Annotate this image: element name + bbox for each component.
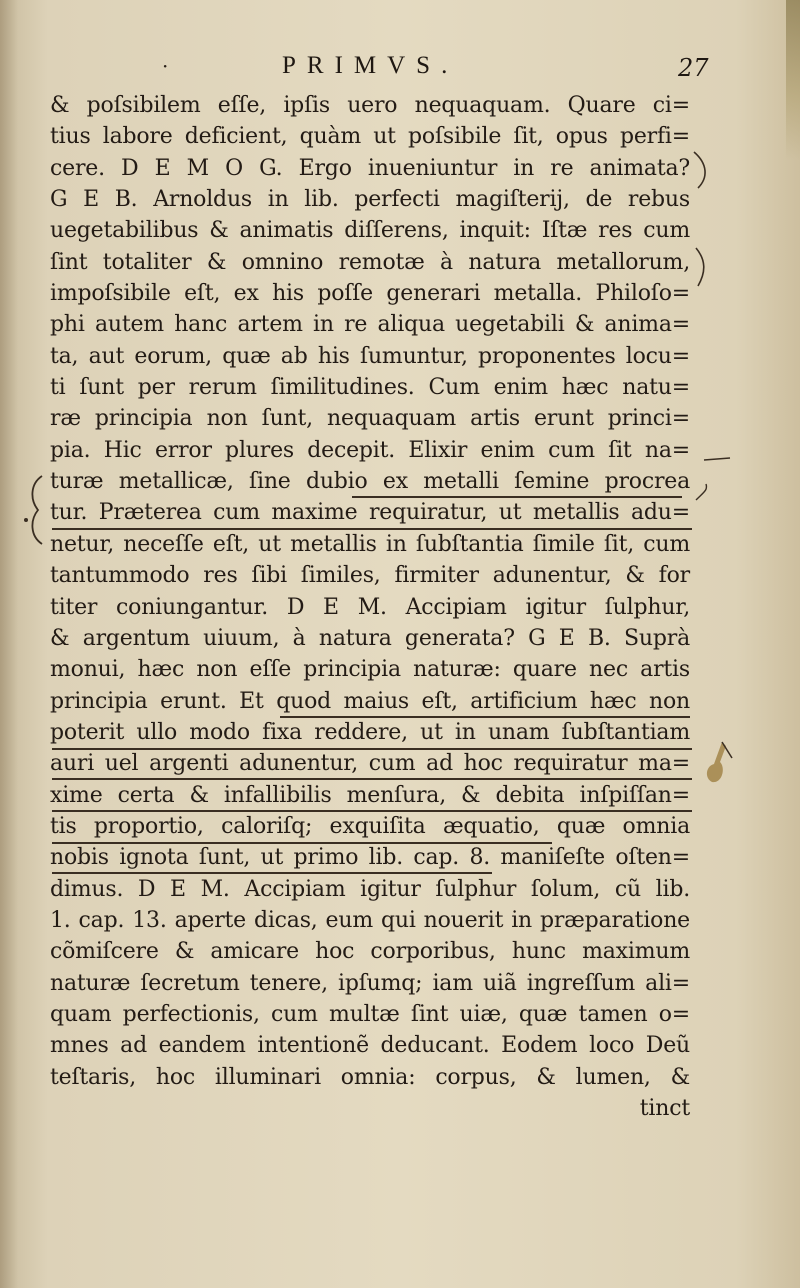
text-line: ræ principia non ſunt, nequaquam artis erunt princi= [50,406,690,432]
running-title: PRIMVS. [282,52,459,79]
text-line: phi autem hanc artem in re aliqua uegetabili & anima= [50,312,690,338]
text-line: turæ metallicæ, ſine dubio ex metalli ſemine procrea [50,469,690,495]
text-line: 1. cap. 13. aperte dicas, eum qui nouerit in præparatione [50,907,690,933]
text-line: tius labore deficient, quàm ut poſsibile ſit, opus perfi= [50,124,690,150]
margin-mark-icon [694,440,734,520]
text-line: tur. Præterea cum maxime requiratur, ut metallis adu= [50,500,690,526]
hand-underline [52,778,692,780]
text-line: pia. Hic error plures decepit. Elixir enim cum ſit na= [50,437,690,463]
text-line: naturæ ſecretum tenere, ipſumq; iam uiã ingreſſum ali= [50,970,690,996]
text-line: & poſsibilem eſſe, ipſis uero nequaquam. Quare ci= [50,93,690,118]
text-line: quam perfectionis, cum multæ ſint uiæ, quæ tamen o= [50,1001,690,1027]
text-line: tis proportio, caloriſq; exquiſita æquatio, quæ omnia [50,813,690,839]
hand-underline [52,528,692,530]
catchword: tinct [639,1096,690,1121]
spine-shadow [0,0,18,1288]
text-line: dimus. D E M. Accipiam igitur ſulphur ſolum, cũ lib. [50,876,690,902]
text-line: mnes ad eandem intentionẽ deducant. Eodem loco Deũ [50,1033,690,1059]
text-line: poterit ullo modo fixa reddere, ut in unam ſubſtantiam [50,719,690,745]
text-line: netur, neceſſe eſt, ut metallis in ſubſtantia ſimile ſit, cum [50,531,690,557]
text-line: ſint totaliter & omnino remotæ à natura metallorum, [50,249,690,275]
hand-underline [52,748,692,750]
text-line: impoſsibile eſt, ex his poſſe generari metalla. Philoſo= [50,281,690,307]
body-text [50,90,690,1124]
text-line: principia erunt. Et quod maius eſt, artificium hæc non [50,688,690,714]
hand-underline [52,872,492,874]
hand-underline [52,810,692,812]
text-line: ti ſunt per rerum ſimilitudines. Cum enim hæc natu= [50,375,690,401]
text-line: auri uel argenti adunentur, cum ad hoc requiratur ma= [50,751,690,777]
margin-bracket-right-icon [690,148,714,298]
text-line: G E B. Arnoldus in lib. perfecti magiſterij, de rebus [50,187,690,213]
text-line: cõmiſcere & amicare hoc corporibus, hunc maximum [50,939,690,965]
text-line: tantummodo res ſibi ſimiles, firmiter adunentur, & for [50,563,690,589]
text-line: titer coniungantur. D E M. Accipiam igitur ſulphur, [50,594,690,620]
page-number: 27 [678,54,709,82]
margin-bracket-left-icon [20,470,50,550]
text-line: xime certa & infallibilis menſura, & debita inſpiſſan= [50,782,690,808]
header-mark: · [162,54,169,78]
hand-underline [280,716,690,718]
hand-underline [52,842,552,844]
ink-stain-icon [702,738,736,790]
text-line: monui, hæc non eſſe principia naturæ: quare nec artis [50,657,690,683]
running-header [0,52,800,82]
text-line: uegetabilibus & animatis diſſerens, inquit: Iſtæ res cum [50,218,690,244]
text-line: nobis ignota ſunt, ut primo lib. cap. 8. maniſeſte oſten= [50,845,690,871]
text-line: cere. D E M O G. Ergo inueniuntur in re animata? [50,155,690,181]
text-line: & argentum uiuum, à natura generata? G E B. Suprà [50,625,690,651]
text-line: ta, aut eorum, quæ ab his ſumuntur, proponentes locu= [50,343,690,369]
text-line: teſtaris, hoc illuminari omnia: corpus, & lumen, & [50,1064,690,1090]
hand-underline [352,496,682,498]
